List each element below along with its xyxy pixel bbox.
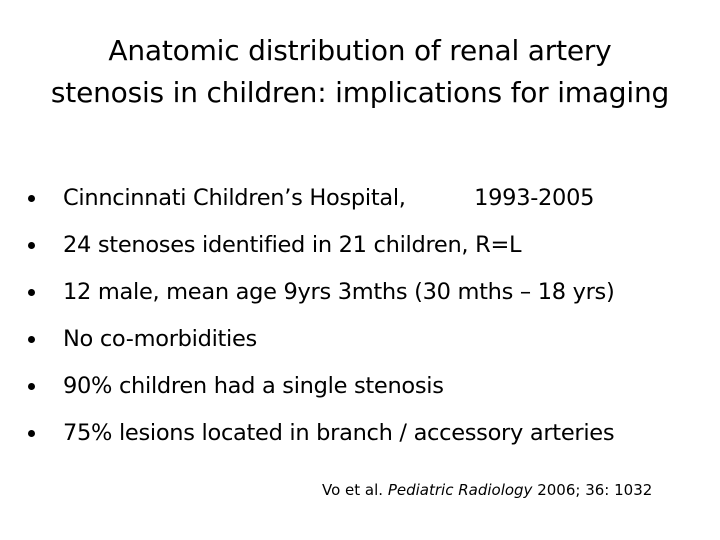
bullet-dot-icon [28,430,35,437]
bullet-list [28,178,718,460]
citation-authors: Vo et al. [322,481,388,499]
bullet-text: 24 stenoses identified in 21 children, R=L [63,232,522,258]
bullet-item [28,225,718,272]
bullet-text: 90% children had a single stenosis [63,373,444,399]
slide-title [0,30,720,114]
bullet-dot-icon [28,289,35,296]
bullet-text: 75% lesions located in branch / accessory arteries [63,420,615,446]
citation-details: 2006; 36: 1032 [532,481,653,499]
bullet-dot-icon [28,336,35,343]
bullet-dot-icon [28,242,35,249]
slide-title-line-1: Anatomic distribution of renal artery [108,34,612,67]
bullet-text: Cinncinnati Children’s Hospital, 1993-2005 [63,185,595,211]
bullet-dot-icon [28,383,35,390]
bullet-item [28,366,718,413]
bullet-item [28,413,718,460]
slide-title-line-2: stenosis in children: implications for imaging [50,76,670,109]
bullet-text: 12 male, mean age 9yrs 3mths (30 mths – 18 yrs) [63,279,615,305]
citation-journal: Pediatric Radiology [387,481,533,499]
bullet-item [28,178,718,225]
bullet-text: No co-morbidities [63,326,257,352]
citation [322,480,652,500]
bullet-dot-icon [28,195,35,202]
bullet-item [28,272,718,319]
bullet-item [28,319,718,366]
